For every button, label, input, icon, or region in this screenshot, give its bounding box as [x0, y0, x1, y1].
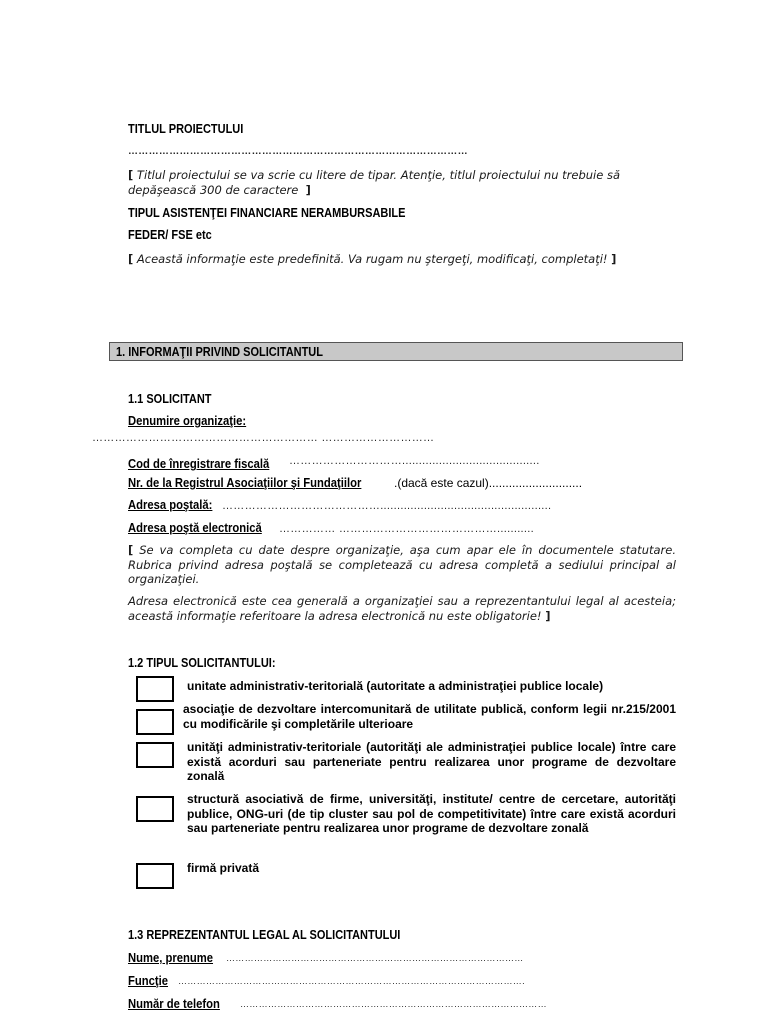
legal-rep-function-field[interactable]: …………………………………………………………………………………………………. [178, 976, 525, 986]
applicant-type-option-3: unităţi administrativ-teritoriale (autorităţi ale administraţiei publice locale) între care există acorduri sau parteneriate pentru realizarea unor programe de dezvoltare zonală [187, 740, 676, 783]
assistance-type-heading: TIPUL ASISTENŢEI FINANCIARE NERAMBURSABILE [128, 206, 406, 220]
fiscal-code-row [128, 453, 285, 472]
project-title-field[interactable]: ……………………………………………………………………………………… [128, 146, 468, 157]
project-title-heading: TITLUL PROIECTULUI [128, 122, 244, 136]
applicant-heading: 1.1 SOLICITANT [128, 392, 212, 406]
project-title-note: [ Titlul proiectului se va scrie cu litere de tipar. Atenţie, titlul proiectului nu trebuie să depăşească 300 de caractere ] [128, 168, 621, 197]
applicant-note-1: [ Se va completa cu date despre organizaţie, aşa cum apar ele în documentele statutare. Rubrica privind adresa poştală se completează cu adresa completă a sediului principal al organizaţiei. [128, 543, 676, 586]
org-name-label: Denumire organizaţie: [128, 414, 247, 428]
org-name-field[interactable]: …………………………………………………… ………………………… [92, 432, 435, 444]
assistance-type-value: FEDER/ FSE etc [128, 228, 212, 242]
applicant-type-checkbox-2[interactable] [136, 709, 174, 735]
postal-address-label: Adresa poştală: [128, 498, 213, 512]
section-1-header [109, 342, 683, 361]
applicant-type-checkbox-4[interactable] [136, 796, 174, 822]
applicant-type-checkbox-1[interactable] [136, 676, 174, 702]
email-address-label: Adresa poştă electronică [128, 521, 262, 535]
legal-rep-phone-field[interactable]: ……………………………………………………………………………………… [240, 999, 547, 1009]
registry-number-field[interactable]: .(dacă este cazul)............................ [394, 476, 583, 490]
fiscal-code-label: Cod de înregistrare fiscală [128, 457, 270, 471]
assistance-type-note: [ Această informaţie este predefinită. Va rugam nu ştergeţi, modificaţi, completaţi! ] [128, 252, 617, 266]
applicant-type-option-4: structură asociativă de firme, universităţi, institute/ centre de cercetare, autorităţi publice, ONG-uri (de tip cluster sau pol de competitivitate) între care există acorduri sau parteneriate pentru realizarea unor programe de dezvoltare zonală [187, 792, 676, 835]
applicant-type-option-5: firmă privată [187, 861, 260, 875]
section-1-title: 1. INFORMAŢII PRIVIND SOLICITANTUL [116, 345, 323, 359]
legal-rep-name-field[interactable]: …………………………………………………………………………………… [226, 953, 524, 963]
applicant-type-option-2: asociaţie de dezvoltare intercomunitară de utilitate publică, conform legii nr.215/2001 cu modificările şi completările ulterioare [183, 702, 676, 731]
applicant-type-option-1: unitate administrativ-teritorială (autoritate a administraţiei publice locale) [187, 679, 604, 693]
legal-rep-name-label: Nume, prenume [128, 951, 214, 965]
registry-number-label: Nr. de la Registrul Asociaţiilor şi Fundaţiilor [128, 476, 362, 490]
postal-address-field[interactable]: ……………………………………................................................... [222, 500, 552, 512]
applicant-type-checkbox-3[interactable] [136, 742, 174, 768]
fiscal-code-field[interactable]: …………………………......................................... [289, 455, 540, 467]
applicant-type-checkbox-5[interactable] [136, 863, 174, 889]
applicant-type-heading: 1.2 TIPUL SOLICITANTULUI: [128, 656, 276, 670]
email-address-field[interactable]: …………… ……………………………………........... [279, 523, 534, 535]
legal-rep-function-label: Funcţie [128, 974, 169, 988]
applicant-note-2: Adresa electronică este cea generală a organizaţiei sau a reprezentantului legal al acesteia; această informaţie referitoare la adresa electronică nu este obligatorie! ] [128, 594, 676, 623]
legal-rep-heading: 1.3 REPREZENTANTUL LEGAL AL SOLICITANTULUI [128, 928, 401, 942]
legal-rep-phone-label: Număr de telefon [128, 997, 220, 1011]
